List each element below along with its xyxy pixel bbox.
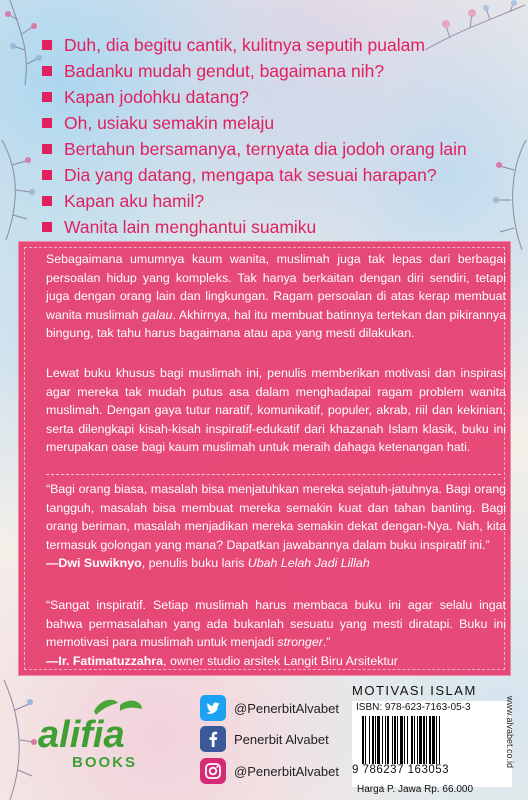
barcode-bar [423, 716, 425, 764]
svg-text:www.alvabet.co.id: www.alvabet.co.id [505, 696, 515, 769]
list-item: Bertahun bersamanya, ternyata dia jodoh orang lain [40, 136, 510, 162]
list-item: Wanita lain menghantui suamiku [40, 214, 510, 240]
barcode-bar [419, 716, 422, 764]
twitter-icon [200, 695, 226, 721]
synopsis-paragraph-2: Lewat buku khusus bagi muslimah ini, penulis memberikan motivasi dan inspirasi agar mereka tak mudah putus asa dalam menghadapai ragam problem wanita muslimah. Dengan gaya tutur naratif, komunikatif, populer, akrab, riil dan kekinian, serta dilengkapi kisah-kisah inspiratif-edukatif dari khazanah Islam klasik, buku ini merupakan oase bagi kaum muslimah untuk meraih dahaga ketenangan hati. [46, 366, 506, 455]
instagram-icon [200, 758, 226, 784]
barcode-bar [397, 716, 398, 764]
barcode-bar [392, 716, 393, 764]
list-item: Dia yang datang, mengapa tak sesuai harapan? [40, 162, 510, 188]
barcode-bar [411, 716, 413, 764]
barcode-bar [404, 716, 405, 764]
list-item: Kapan jodohku datang? [40, 84, 510, 110]
svg-text:BOOKS: BOOKS [72, 754, 138, 771]
barcode-bar [387, 716, 389, 764]
social-twitter[interactable]: @PenerbitAlvabet [200, 694, 339, 722]
bullet-square-icon [42, 170, 52, 180]
question-list [40, 32, 510, 240]
barcode-bar [362, 716, 364, 764]
price-label: Harga P. Jawa Rp. 66.000 [357, 784, 474, 795]
synopsis-paragraph-1: Sebagaimana umumnya kaum wanita, muslimah juga tak lepas dari berbagai persoalan hidup yang kompleks. Tak hanya berkaitan dengan diri sendiri, tetapi juga dengan orang lain dan lingkungan. Ragam persoalan di atas kerap membuat wanita muslimah galau. Akhirnya, hal itu membuat batinnya tertekan dan pikirannya bingung, tak tahu harus bagaimana atau apa yang mesti dilakukan. [46, 252, 506, 341]
leaf-icon [94, 700, 142, 715]
barcode-bar [365, 716, 366, 764]
barcode-bar [432, 716, 435, 764]
barcode-bar [377, 716, 380, 764]
social-facebook[interactable]: Penerbit Alvabet [200, 725, 329, 753]
barcode-bar [439, 716, 440, 764]
list-item: Oh, usiaku semakin melaju [40, 110, 510, 136]
barcode-number: 9 786237 163053 [352, 764, 450, 776]
barcode-bar [414, 716, 415, 764]
isbn-barcode [360, 716, 478, 766]
social-instagram[interactable]: @PenerbitAlvabet [200, 757, 339, 785]
bullet-square-icon [42, 92, 52, 102]
divider [46, 474, 501, 475]
category-label: MOTIVASI ISLAM [352, 683, 477, 698]
barcode-bar [372, 716, 374, 764]
barcode-bar [385, 716, 386, 764]
list-item: Duh, dia begitu cantik, kulitnya seputih pualam [40, 32, 510, 58]
bullet-square-icon [42, 144, 52, 154]
list-item: Kapan aku hamil? [40, 188, 510, 214]
bullet-square-icon [42, 66, 52, 76]
barcode-bar [417, 716, 418, 764]
bullet-square-icon [42, 196, 52, 206]
barcode-bar [426, 716, 427, 764]
floral-decoration-left [0, 140, 40, 240]
bullet-square-icon [42, 40, 52, 50]
bullet-square-icon [42, 222, 52, 232]
barcode-bar [407, 716, 408, 764]
bullet-square-icon [42, 118, 52, 128]
isbn-text: ISBN: 978-623-7163-05-3 [356, 702, 471, 713]
barcode-bar [400, 716, 403, 764]
barcode-bar [394, 716, 396, 764]
endorsement-quote-2: “Sangat inspiratif. Setiap muslimah harus membaca buku ini agar selalu ingat bahwa permasalahan yang ada bukanlah sesuatu yang mesti diratapi. Buku ini memotivasi para muslimah untuk menjadi stronger.” —Ir. Fatimatuzzahra, owner studio arsitek Langit Biru Arsitektur [46, 598, 506, 668]
barcode-bar [436, 716, 437, 764]
publisher-logo [34, 697, 184, 775]
endorsement-quote-1: “Bagi orang biasa, masalah bisa menjatuhkan mereka sejatuh-jatuhnya. Bagi orang tangguh, masalah bisa membuat mereka semakin kuat dan tahan banting. Bagi orang beriman, masalah menjadikan mereka semakin dekat dengan-Nya. Nah, kita termasuk golongan yang mana? Dapatkan jawabannya dalam buku inspiratif ini.” —Dwi Suwiknyo, penulis buku laris Ubah Lelah Jadi Lillah [46, 482, 506, 571]
barcode-bar [369, 716, 370, 764]
barcode-bar [382, 716, 383, 764]
list-item: Badanku mudah gendut, bagaimana nih? [40, 58, 510, 84]
website-text [497, 692, 515, 792]
facebook-icon [200, 726, 226, 752]
svg-text:alifia: alifia [38, 714, 125, 756]
barcode-bar [429, 716, 431, 764]
barcode-bar [375, 716, 376, 764]
